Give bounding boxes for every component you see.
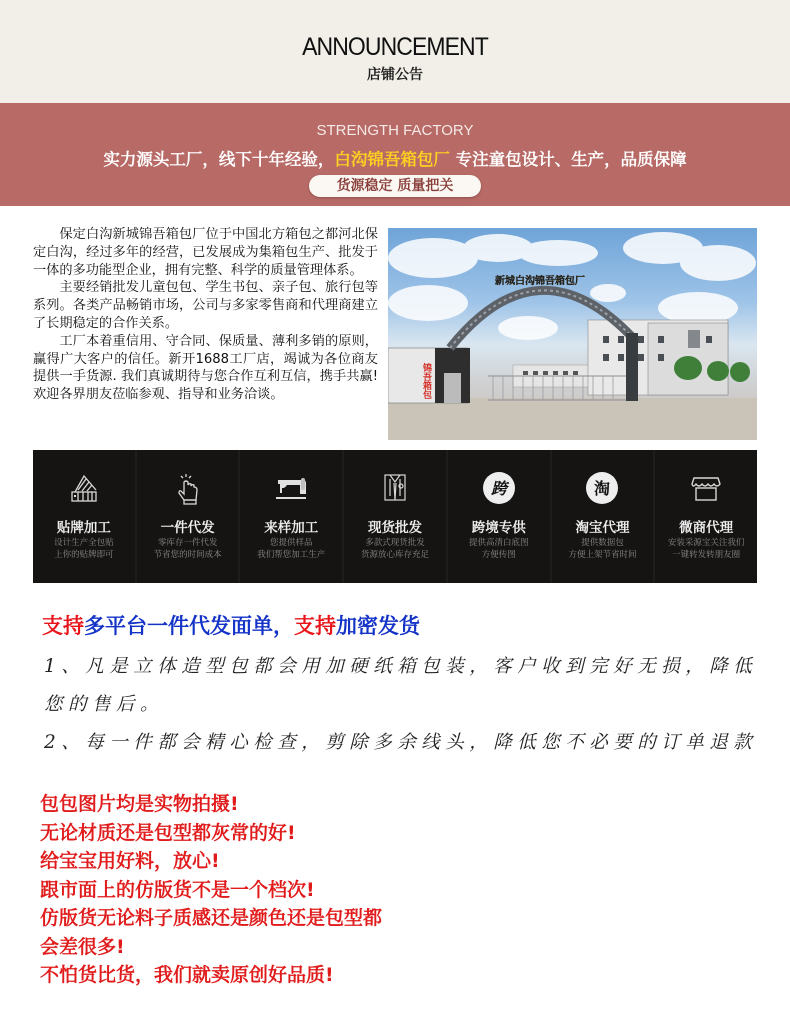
service-title: 贴牌加工 [56, 520, 111, 536]
service-description: 提供数据包 方便上架节省时间 [568, 538, 637, 560]
service-taobao-agent [552, 450, 656, 583]
slogan-part1: 实力源头工厂，线下十年经验， [103, 150, 335, 169]
service-title: 来样加工 [264, 520, 319, 536]
support-encrypted-shipping: 加密发货 [336, 614, 420, 638]
service-description: 多款式现货批发 货源放心库存充足 [361, 538, 430, 560]
quality-claims [40, 790, 382, 990]
handwritten-notes [44, 648, 784, 762]
company-intro [33, 226, 378, 404]
service-stock-wholesale [344, 450, 448, 583]
intro-paragraph: 保定白沟新城锦吾箱包厂位于中国北方箱包之都河北保定白沟，经过多年的经营，已发展成为集箱包生产、批发于一体的多功能型企业，拥有完整、科学的质量管理体系。 [33, 227, 378, 278]
service-title: 跨境专供 [471, 520, 526, 536]
svg-text:新城白沟锦吾箱包厂: 新城白沟锦吾箱包厂 [495, 276, 585, 287]
strength-banner [0, 103, 790, 206]
note-line: 您的售后。 [44, 694, 165, 715]
service-oem [33, 450, 137, 583]
service-description: 设计生产全包贴 上你的贴牌即可 [54, 538, 114, 560]
svg-text:跨: 跨 [490, 479, 507, 498]
note-line: 1、凡是立体造型包都会用加硬纸箱包装，客户收到完好无损，降低 [44, 656, 758, 677]
service-description: 提供高清白底图 方便传图 [468, 538, 529, 560]
service-description: 安装采源宝关注我们 一键转发转朋友圈 [667, 538, 745, 560]
service-title: 现货批发 [368, 520, 423, 536]
slogan-part2: 专注童包设计、生产，品质保障 [449, 150, 687, 169]
svg-text:锦吾箱包: 锦吾箱包 [421, 363, 431, 399]
support-word: 支持 [42, 614, 84, 638]
service-description: 您提供样品 我们帮您加工生产 [257, 538, 326, 560]
note-line: 2、每一件都会精心检查，剪除多余线头，降低您不必要的订单退款 [44, 732, 758, 753]
claim-line: 跟市面上的仿版货不是一个档次! [40, 878, 315, 901]
strength-title: STRENGTH FACTORY [316, 122, 474, 139]
taobao-icon [584, 470, 620, 506]
support-word: 支持 [294, 614, 336, 638]
service-dropship [137, 450, 241, 583]
intro-paragraph: 工厂本着重信用、守合同、保质量、薄利多销的原则，赢得广大客户的信任。新开1688工厂店，竭诚为各位商友提供一手货源. 我们真诚期待与您合作互利互信，携手共赢! 欢迎各界朋友莅临参观、指导和业务洽谈。 [33, 333, 378, 403]
color-swatch-icon [66, 470, 102, 506]
claim-line: 不怕货比货，我们就卖原创好品质! [40, 964, 334, 986]
storefront-icon [688, 470, 724, 506]
announcement-subtitle: 店铺公告 [367, 67, 423, 83]
service-wechat-agent [655, 450, 757, 583]
services-strip [33, 450, 757, 583]
announcement-header [0, 0, 790, 103]
claim-line: 会差很多! [40, 935, 125, 958]
svg-text:淘: 淘 [594, 479, 611, 498]
announcement-title: ANNOUNCEMENT [302, 33, 488, 61]
claim-line: 仿版货无论料子质感还是颜色还是包型都 [40, 907, 383, 929]
support-headline [42, 610, 420, 640]
factory-photo [388, 228, 757, 440]
support-platforms: 多平台一件代发面单， [84, 614, 294, 638]
service-title: 微商代理 [679, 520, 734, 536]
cross-border-icon [481, 470, 517, 506]
intro-paragraph: 主要经销批发儿童包包、学生书包、亲子包、旅行包等系列。各类产品畅销市场，公司与多家零售商和代理商建立了长期稳定的合作关系。 [33, 280, 378, 331]
hand-pointer-icon [170, 470, 206, 506]
service-cross-border [448, 450, 552, 583]
claim-line: 包包图片均是实物拍摄! [40, 793, 239, 815]
slogan-factory-name: 白沟锦吾箱包厂 [334, 150, 450, 169]
service-description: 零库存一件代发 节省您的时间成本 [153, 538, 222, 560]
service-sample-processing [240, 450, 344, 583]
claim-line: 无论材质还是包型都灰常的好! [40, 821, 296, 844]
service-title: 淘宝代理 [575, 520, 630, 536]
sewing-machine-icon [273, 470, 309, 506]
shirt-icon [377, 470, 413, 506]
factory-gate-illustration [388, 228, 757, 440]
service-title: 一件代发 [160, 520, 215, 536]
quality-pill-badge: 货源稳定 质量把关 [309, 175, 481, 197]
strength-slogan [0, 146, 790, 170]
claim-line: 给宝宝用好料，放心! [40, 850, 220, 872]
